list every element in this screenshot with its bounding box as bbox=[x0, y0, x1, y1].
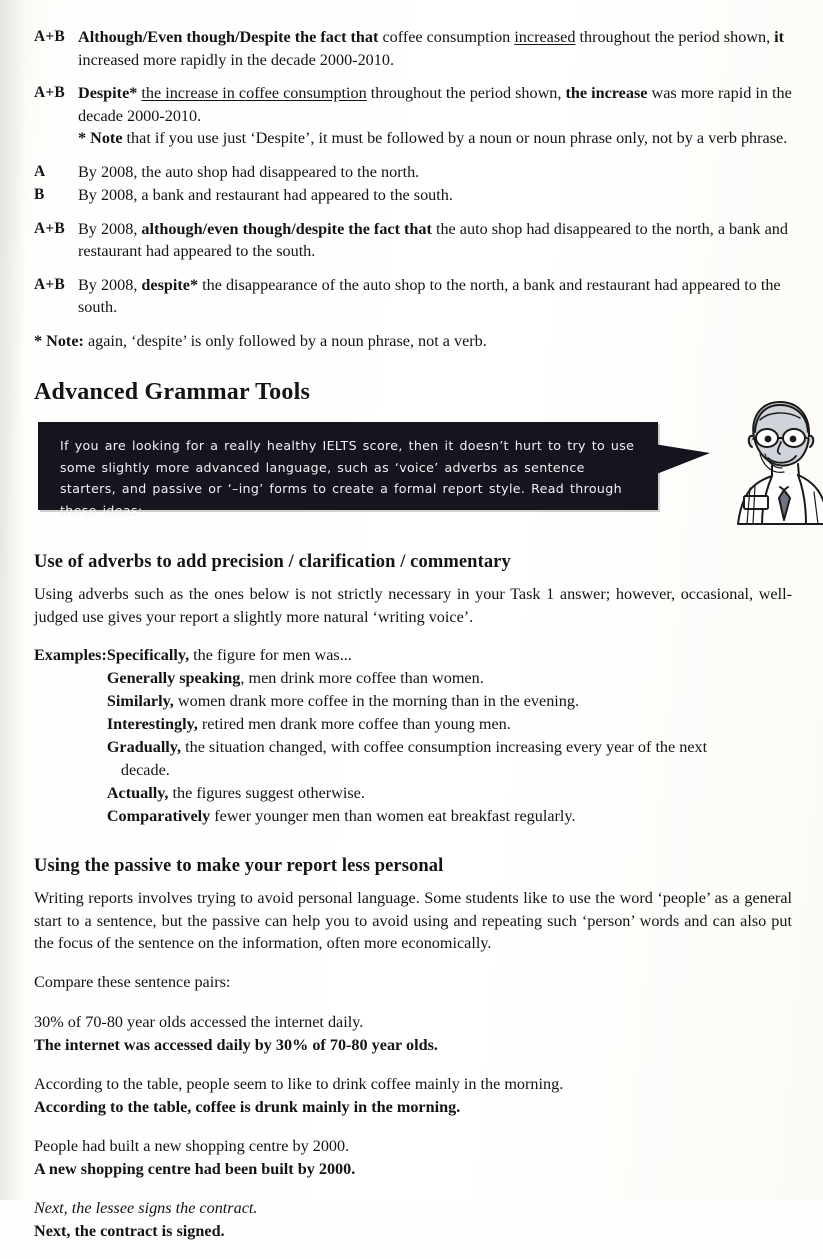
speech-bubble-text: If you are looking for a really healthy IELTS score, then it doesn’t hurt to try to use some slightly more advanced language, such as ‘voice’ adverbs as sentence starters, and passive or ‘–ing’ forms to create a formal report style. Read through these ideas: bbox=[60, 438, 635, 518]
adverb-example-rest: the figure for men was... bbox=[189, 646, 352, 664]
example-row-label: A+B bbox=[34, 219, 65, 237]
example-row-subnote bbox=[78, 127, 792, 150]
speech-bubble-container bbox=[34, 422, 792, 520]
adverbs-intro-paragraph: Using adverbs such as the ones below is not strictly necessary in your Task 1 answer; however, occasional, well-judged use gives your report a slightly more natural ‘writing voice’. bbox=[34, 585, 792, 626]
text-segment: increased more rapidly in the decade 2000-2010. bbox=[78, 50, 394, 69]
example-row-label: A+B bbox=[34, 84, 65, 101]
compare-pairs-label: Compare these sentence pairs: bbox=[34, 972, 231, 991]
text-segment: increased bbox=[514, 28, 576, 46]
example-row-text bbox=[78, 26, 792, 71]
sentence-pair bbox=[34, 1197, 792, 1244]
example-row-text bbox=[78, 82, 792, 150]
adverb-example-continuation: decade. bbox=[120, 761, 170, 779]
example-row-text bbox=[78, 184, 792, 207]
adverb-example-item bbox=[107, 690, 792, 713]
adverb-example-item bbox=[107, 667, 792, 690]
labelled-example-row bbox=[34, 274, 792, 319]
active-voice-sentence: Next, the lessee signs the contract. bbox=[34, 1198, 258, 1217]
labelled-example-row bbox=[34, 82, 792, 150]
adverb-example-item bbox=[107, 713, 792, 736]
example-row-label: A+B bbox=[34, 275, 65, 293]
adverb-example-rest: retired men drank more coffee than young men. bbox=[197, 715, 511, 733]
adverb-word: Actually, bbox=[106, 784, 169, 802]
adverb-example-rest: the figures suggest otherwise. bbox=[168, 784, 365, 802]
adverb-word: Interestingly, bbox=[106, 715, 198, 733]
text-segment: By 2008, a bank and restaurant had appeared to the south. bbox=[78, 186, 453, 204]
active-voice-sentence: According to the table, people seem to like to drink coffee mainly in the morning. bbox=[34, 1074, 564, 1093]
adverb-example-rest: fewer younger men than women eat breakfast regularly. bbox=[210, 807, 576, 825]
sentence-pair bbox=[34, 1135, 792, 1182]
text-segment: throughout the period shown, bbox=[575, 28, 775, 46]
passive-voice-sentence: According to the table, coffee is drunk mainly in the morning. bbox=[34, 1098, 461, 1116]
adverb-examples-block bbox=[34, 644, 792, 828]
text-segment: * Note bbox=[78, 129, 123, 147]
text-segment: By 2008, the auto shop had disappeared to the north. bbox=[78, 162, 420, 181]
text-segment: the disappearance of the auto shop to the north, a bank and restaurant had appeared to the south. bbox=[78, 275, 781, 316]
text-segment: throughout the period shown, bbox=[366, 84, 566, 102]
example-row-label: A+B bbox=[34, 28, 65, 45]
passive-voice-sentence: A new shopping centre had been built by 2000. bbox=[34, 1160, 356, 1178]
sentence-pair bbox=[34, 1011, 792, 1058]
text-segment: again, ‘despite’ is only followed by a noun phrase, not a verb. bbox=[83, 331, 487, 350]
subsection-heading-passive: Using the passive to make your report less personal bbox=[34, 856, 444, 876]
text-segment: that if you use just ‘Despite’, it must be followed by a noun or noun phrase only, not by a verb phrase. bbox=[122, 129, 788, 147]
example-row-text bbox=[78, 161, 792, 184]
sentence-pair bbox=[34, 1073, 792, 1120]
speech-bubble bbox=[38, 422, 658, 518]
adverb-word: Specifically, bbox=[106, 646, 190, 664]
adverb-examples-list bbox=[107, 644, 792, 828]
labelled-example-row bbox=[34, 26, 792, 71]
text-segment: coffee consumption bbox=[382, 28, 515, 46]
passive-intro-paragraph: Writing reports involves trying to avoid personal language. Some students like to use the word ‘people’ as a general start to a sentence, but the passive can help you to avoid using and repeating such ‘person’ words and can also put the focus of the sentence on the information, often more economically. bbox=[34, 889, 792, 952]
text-segment: * Note: bbox=[34, 331, 84, 350]
adverb-examples-label: Examples: bbox=[34, 646, 107, 664]
text-segment: By 2008, bbox=[78, 275, 142, 294]
text-segment: the increase in coffee consumption bbox=[141, 84, 367, 102]
active-voice-sentence: 30% of 70-80 year olds accessed the internet daily. bbox=[34, 1012, 364, 1031]
labelled-example-row bbox=[34, 218, 792, 263]
cartoon-man-icon bbox=[710, 392, 823, 526]
labelled-example-row bbox=[34, 161, 792, 184]
speech-bubble-tail-icon bbox=[654, 444, 710, 475]
adverb-example-rest: , men drink more coffee than women. bbox=[240, 669, 484, 687]
example-row-label: A bbox=[34, 162, 46, 180]
text-segment: Despite* bbox=[78, 84, 138, 102]
text-segment: Although/Even though/Despite the fact that bbox=[78, 28, 383, 46]
text-segment: the increase bbox=[565, 84, 648, 102]
active-voice-sentence: People had built a new shopping centre by 2000. bbox=[34, 1136, 350, 1155]
passive-voice-sentence: Next, the contract is signed. bbox=[34, 1222, 225, 1240]
despite-closing-note bbox=[34, 330, 792, 353]
adverb-example-rest: women drank more coffee in the morning than in the evening. bbox=[173, 692, 580, 710]
adverb-word: Generally speaking bbox=[106, 669, 241, 687]
example-row-label: B bbox=[34, 186, 45, 203]
adverb-example-item bbox=[107, 644, 792, 667]
text-segment: despite* bbox=[141, 275, 199, 294]
adverb-word: Gradually, bbox=[106, 738, 182, 756]
text-segment: it bbox=[774, 28, 785, 46]
text-segment: By 2008, bbox=[78, 219, 142, 238]
text-segment: was more rapid in the decade 2000-2010. bbox=[78, 84, 792, 125]
adverb-example-item bbox=[107, 782, 792, 805]
conjunction-examples-list bbox=[34, 26, 792, 319]
page-content bbox=[34, 26, 792, 1259]
sentence-pairs-list bbox=[34, 1011, 792, 1244]
text-segment: although/even though/despite the fact that bbox=[141, 219, 432, 238]
adverb-example-item bbox=[107, 805, 792, 828]
section-heading-advanced-grammar-tools: Advanced Grammar Tools bbox=[34, 379, 310, 405]
passive-voice-sentence: The internet was accessed daily by 30% of 70-80 year olds. bbox=[34, 1036, 438, 1054]
adverb-word: Similarly, bbox=[106, 692, 174, 710]
adverb-example-rest: the situation changed, with coffee consumption increasing every year of the next bbox=[181, 738, 708, 756]
example-row-text bbox=[78, 274, 792, 319]
adverb-word: Comparatively bbox=[106, 807, 211, 825]
text-segment: the auto shop had disappeared to the north, a bank and restaurant had appeared to the south. bbox=[78, 219, 788, 260]
labelled-example-row bbox=[34, 184, 792, 207]
subsection-heading-adverbs: Use of adverbs to add precision / clarification / commentary bbox=[34, 552, 511, 572]
example-row-text bbox=[78, 218, 792, 263]
adverb-example-item bbox=[107, 736, 792, 782]
